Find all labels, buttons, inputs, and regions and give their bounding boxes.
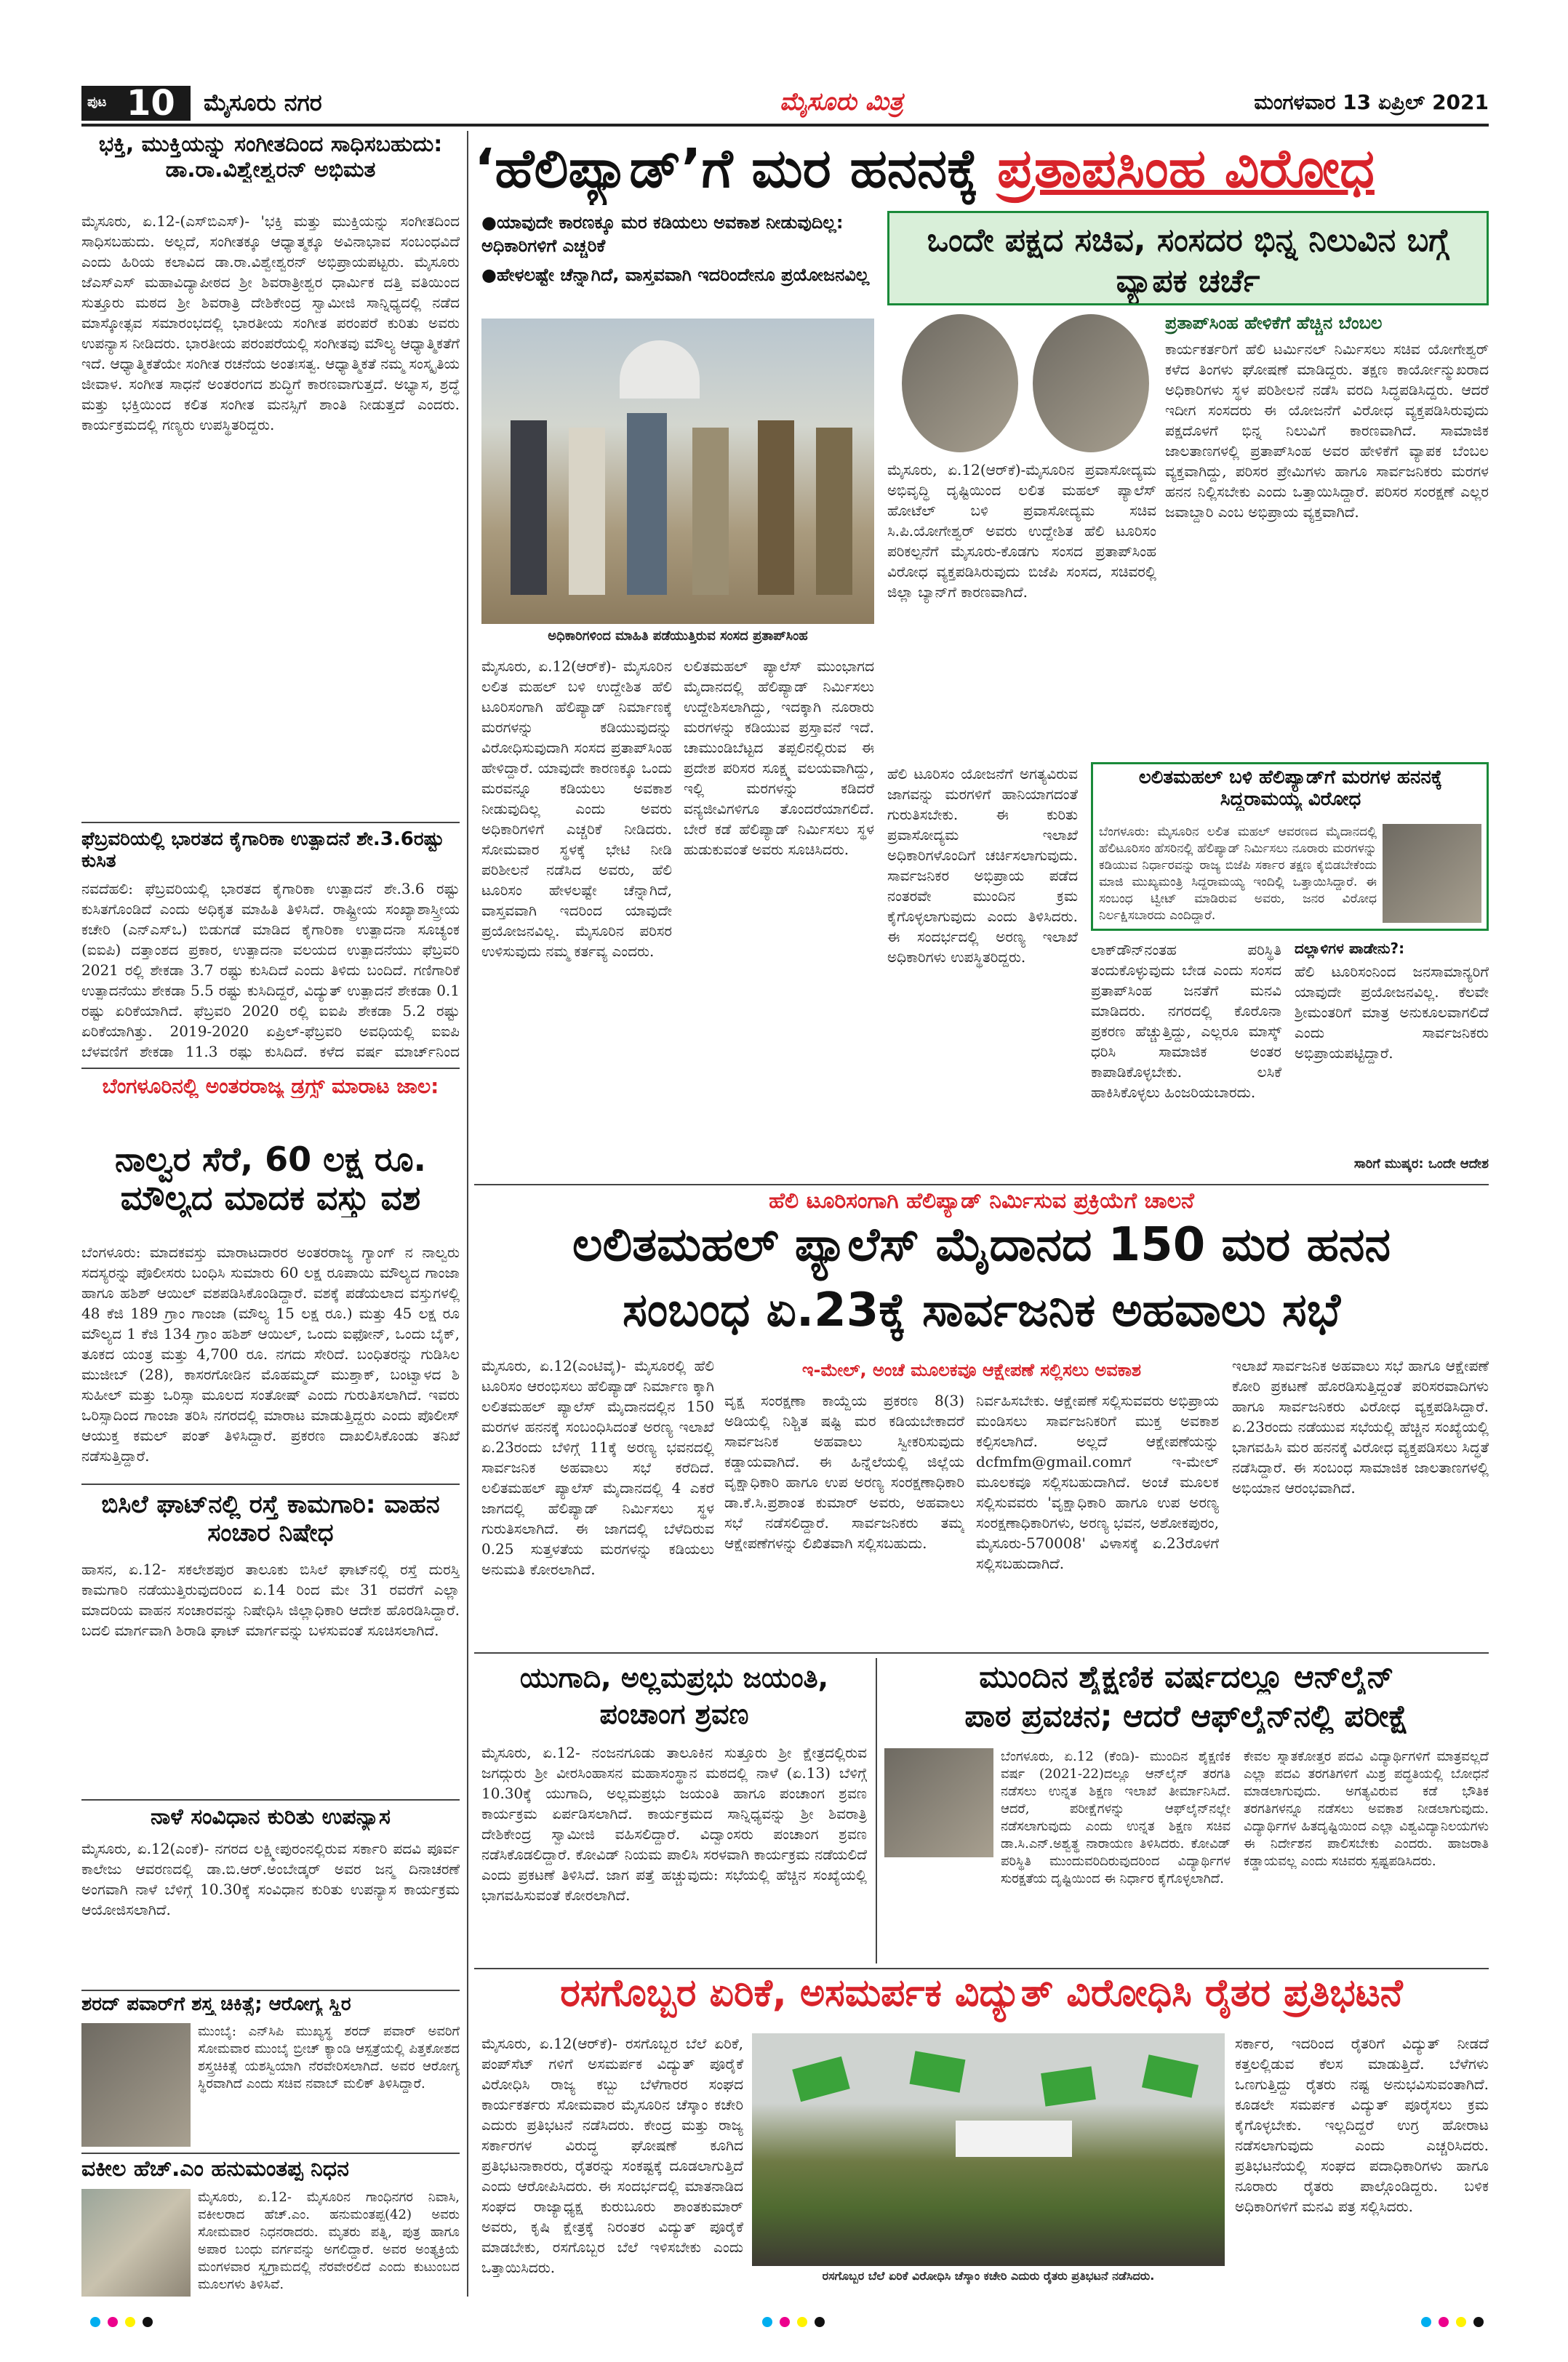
divider	[81, 822, 460, 823]
lead-bullet-2: ●ಹೇಳಲಷ್ಟೇ ಚೆನ್ನಾಗಿದೆ, ವಾಸ್ತವವಾಗಿ ಇದರಿಂದೇನೂ ಪ್ರಯೋಜನವಿಲ್ಲ	[481, 265, 870, 285]
issue-date: ಮಂಗಳವಾರ 13 ಏಪ್ರಿಲ್ 2021	[1254, 90, 1489, 114]
article-obituary-body: ಮೈಸೂರು, ಏ.12- ಮೈಸೂರಿನ ಗಾಂಧಿನಗರ ನಿವಾಸಿ, ವಕೀಲರಾದ ಹೆಚ್.ಎಂ. ಹನುಮಂತಪ್ಪ(42) ಅವರು ಸೋಮವಾರ ನಿಧನರಾದರು. ಮೃತರು ಪತ್ನಿ, ಪುತ್ರ ಹಾಗೂ ಅಪಾರ ಬಂಧು ವರ್ಗವನ್ನು ಅಗಲಿದ್ದಾರೆ. ಅವರ ಅಂತ್ಯಕ್ರಿಯೆ ಮಂಗಳವಾರ ಸ್ವಗ್ರಾಮದಲ್ಲಿ ನೆರವೇರಲಿದೆ ಎಂದು ಕುಟುಂಬದ ಮೂಲಗಳು ತಿಳಿಸಿವೆ.	[198, 2190, 460, 2292]
online-class-headline-1: ಮುಂದಿನ ಶೈಕ್ಷಣಿಕ ವರ್ಷದಲ್ಲೂ ಆನ್‌ಲೈನ್	[979, 1660, 1394, 1694]
dalali-subhead: ದಲ್ಲಾಳಿಗಳ ಪಾಡೇನು?:	[1295, 940, 1405, 957]
divider	[81, 1990, 460, 1991]
yugadi-body: ಮೈಸೂರು, ಏ.12- ನಂಜನಗೂಡು ತಾಲೂಕಿನ ಸುತ್ತೂರು ಶ್ರೀ ಕ್ಷೇತ್ರದಲ್ಲಿರುವ ಜಗದ್ಗುರು ಶ್ರೀ ವೀರಸಿಂಹಾಸನ ಮಹಾಸಂಸ್ಥಾನ ಮಠದಲ್ಲಿ ನಾಳೆ (ಏ.13) ಬೆಳಿಗ್ಗೆ 10.30ಕ್ಕೆ ಯುಗಾದಿ, ಅಲ್ಲಮಪ್ರಭು ಜಯಂತಿ ಹಾಗೂ ಪಂಚಾಂಗ ಶ್ರವಣ ಕಾರ್ಯಕ್ರಮ ಏರ್ಪಡಿಸಲಾಗಿದೆ. ಕಾರ್ಯಕ್ರಮದ ಸಾನ್ನಿಧ್ಯವನ್ನು ಶ್ರೀ ಶಿವರಾತ್ರಿ ದೇಶಿಕೇಂದ್ರ ಸ್ವಾಮೀಜಿ ವಹಿಸಲಿದ್ದಾರೆ. ವಿದ್ವಾಂಸರು ಪಂಚಾಂಗ ಶ್ರವಣ ನಡೆಸಿಕೊಡಲಿದ್ದಾರೆ. ಕೋವಿಡ್ ನಿಯಮ ಪಾಲಿಸಿ ಸರಳವಾಗಿ ಕಾರ್ಯಕ್ರಮ ನಡೆಯಲಿದೆ ಎಂದು ಪ್ರಕಟಣೆ ತಿಳಿಸಿದೆ. ಜಾಗ ಪತ್ತೆ ಹಚ್ಚುವುದು: ಸಭೆಯಲ್ಲಿ ಹೆಚ್ಚಿನ ಸಂಖ್ಯೆಯಲ್ಲಿ ಭಾಗವಹಿಸುವಂತೆ ಕೋರಲಾಗಿದೆ.	[481, 1744, 867, 1904]
hearing-body-col2: ವೃಕ್ಷ ಸಂರಕ್ಷಣಾ ಕಾಯ್ದೆಯ ಪ್ರಕರಣ 8(3) ಅಡಿಯಲ್ಲಿ ನಿಶ್ಚಿತ ಷಷ್ಟಿ ಮರ ಕಡಿಯಬೇಕಾದರೆ ಸಾರ್ವಜನಿಕ ಅಹವಾಲು ಸ್ವೀಕರಿಸುವುದು ಕಡ್ಡಾಯವಾಗಿದೆ. ಈ ಹಿನ್ನೆಲೆಯಲ್ಲಿ ಜಿಲ್ಲೆಯ ವೃಕ್ಷಾಧಿಕಾರಿ ಹಾಗೂ ಉಪ ಅರಣ್ಯ ಸಂರಕ್ಷಣಾಧಿಕಾರಿ ಡಾ.ಕೆ.ಸಿ.ಪ್ರಶಾಂತ ಕುಮಾರ್ ಅವರು, ಅಹವಾಲು ಸಭೆ ನಡೆಸಲಿದ್ದಾರೆ. ಸಾರ್ವಜನಿಕರು ತಮ್ಮ ಆಕ್ಷೇಪಣೆಗಳನ್ನು ಲಿಖಿತವಾಗಿ ಸಲ್ಲಿಸಬಹುದು.	[724, 1392, 964, 1552]
article-bisile-body: ಹಾಸನ, ಏ.12- ಸಕಲೇಶಪುರ ತಾಲೂಕು ಬಿಸಿಲೆ ಘಾಟ್‌ನಲ್ಲಿ ರಸ್ತೆ ದುರಸ್ತಿ ಕಾಮಗಾರಿ ನಡೆಯುತ್ತಿರುವುದರಿಂದ ಏ.14 ರಿಂದ ಮೇ 31 ರವರೆಗೆ ಎಲ್ಲಾ ಮಾದರಿಯ ವಾಹನ ಸಂಚಾರವನ್ನು ನಿಷೇಧಿಸಿ ಜಿಲ್ಲಾಧಿಕಾರಿ ಆದೇಶ ಹೊರಡಿಸಿದ್ದಾರೆ. ಬದಲಿ ಮಾರ್ಗವಾಗಿ ಶಿರಾಡಿ ಘಾಟ್ ಮಾರ್ಗವನ್ನು ಬಳಸುವಂತೆ ಸೂಚಿಸಲಾಗಿದೆ.	[81, 1561, 460, 1639]
pair-box	[887, 211, 1489, 756]
article-drugs-body: ಬೆಂಗಳೂರು: ಮಾದಕವಸ್ತು ಮಾರಾಟದಾರರ ಅಂತರರಾಜ್ಯ ಗ್ಯಾಂಗ್ ನ ನಾಲ್ವರು ಸದಸ್ಯರನ್ನು ಪೊಲೀಸರು ಬಂಧಿಸಿ ಸುಮಾರು 60 ಲಕ್ಷ ರೂಪಾಯಿ ಮೌಲ್ಯದ ಗಾಂಜಾ ಹಾಗೂ ಹಶಿಶ್ ಆಯಿಲ್ ವಶಪಡಿಸಿಕೊಂಡಿದ್ದಾರೆ. ವಶಕ್ಕೆ ಪಡೆಯಲಾದ ವಸ್ತುಗಳಲ್ಲಿ 48 ಕೆಜಿ 189 ಗ್ರಾಂ ಗಾಂಜಾ (ಮೌಲ್ಯ 15 ಲಕ್ಷ ರೂ.) ಮತ್ತು 45 ಲಕ್ಷ ರೂ ಮೌಲ್ಯದ 1 ಕೆಜಿ 134 ಗ್ರಾಂ ಹಶಿಶ್ ಆಯಿಲ್, ಒಂದು ಐಫೋನ್, ಒಂದು ಬೈಕ್, ತೂಕದ ಯಂತ್ರ ಮತ್ತು 4,700 ರೂ. ನಗದು ಸೇರಿದೆ. ಬಂಧಿತರನ್ನು ಗುಡಿಸಿಲ ಮುಜೀಬ್ (28), ಕಾಸರಗೋಡಿನ ಮೊಹಮ್ಮದ್ ಮುಶ್ತಾಕ್, ಬಂಟ್ವಾಳದ ಶಿ ಸುಹೀಲ್ ಮತ್ತು ಒರಿಸ್ಸಾ ಮೂಲದ ಸಂತೋಷ್ ಎಂದು ಗುರುತಿಸಲಾಗಿದೆ. ಇವರು ಒರಿಸ್ಸಾದಿಂದ ಗಾಂಜಾ ತರಿಸಿ ನಗರದಲ್ಲಿ ಮಾರಾಟ ಮಾಡುತ್ತಿದ್ದರು ಎಂದು ಪೊಲೀಸ್ ಆಯುಕ್ತ ಕಮಲ್ ಪಂತ್ ತಿಳಿಸಿದ್ದಾರೆ. ಪ್ರಕರಣ ದಾಖಲಿಸಿಕೊಂಡು ತನಿಖೆ ನಡೆಸುತ್ತಿದ್ದಾರೆ.	[81, 1244, 460, 1465]
registration-dot	[815, 2317, 825, 2327]
pawar-photo	[81, 2023, 191, 2147]
pair-box-headline: ಒಂದೇ ಪಕ್ಷದ ಸಚಿವ, ಸಂಸದರ ಭಿನ್ನ ನಿಲುವಿನ ಬಗ್ಗೆ ವ್ಯಾಪಕ ಚರ್ಚೆ	[887, 211, 1489, 305]
article-music-body: ಮೈಸೂರು, ಏ.12-(ಎಸ್‌ಬಿಎಸ್)- 'ಭಕ್ತಿ ಮತ್ತು ಮುಕ್ತಿಯನ್ನು ಸಂಗೀತದಿಂದ ಸಾಧಿಸಬಹುದು. ಅಲ್ಲದೆ, ಸಂಗೀತಕ್ಕೂ ಆಧ್ಯಾತ್ಮಕ್ಕೂ ಅವಿನಾಭಾವ ಸಂಬಂಧವಿದೆ ಎಂದು ಹಿರಿಯ ಕಲಾವಿದ ಡಾ.ರಾ.ವಿಶ್ವೇಶ್ವರನ್ ಅಭಿಪ್ರಾಯಪಟ್ಟರು. ಮೈಸೂರು ಜೆಎಸ್‌ಎಸ್ ಮಹಾವಿದ್ಯಾಪೀಠದ ಶ್ರೀ ಶಿವರಾತ್ರೀಶ್ವರ ಧಾರ್ಮಿಕ ದತ್ತಿ ವತಿಯಿಂದ ಸುತ್ತೂರು ಮಠದ ಶ್ರೀ ಶಿವರಾತ್ರಿ ದೇಶಿಕೇಂದ್ರ ಸ್ವಾಮೀಜಿ ಸಾನ್ನಿಧ್ಯದಲ್ಲಿ ನಡೆದ ಮಾಸ್ಕೋತ್ಸವ ಸಮಾರಂಭದಲ್ಲಿ ಭಾರತೀಯ ಸಂಗೀತ ಪರಂಪರೆ ಕುರಿತು ಅವರು ಉಪನ್ಯಾಸ ನೀಡಿದರು. ಭಾರತೀಯ ಪರಂಪರೆಯಲ್ಲಿ ಸಂಗೀತವು ಮೌಲ್ಯ ಆಧ್ಯಾತ್ಮಿಕತೆಗೆ ಇದೆ. ಆಧ್ಯಾತ್ಮಿಕತೆಯೇ ಸಂಗೀತ ರಚನೆಯ ಅಂತಃಸತ್ವ. ಆಧ್ಯಾತ್ಮಿಕತೆ ನಮ್ಮ ಸಂಸ್ಕೃತಿಯ ಜೀವಾಳ. ಸಂಗೀತ ಸಾಧನೆ ಅಂತರಂಗದ ಶುದ್ಧಿಗೆ ಕಾರಣವಾಗುತ್ತದೆ. ಅಭ್ಯಾಸ, ಶ್ರದ್ಧೆ ಮತ್ತು ಭಕ್ತಿಯಿಂದ ಕಲಿತ ಸಂಗೀತ ಮನಸ್ಸಿಗೆ ಶಾಂತಿ ನೀಡುತ್ತದೆ ಎಂದರು. ಕಾರ್ಯಕ್ರಮದಲ್ಲಿ ಗಣ್ಯರು ಉಪಸ್ಥಿತರಿದ್ದರು.	[81, 212, 460, 433]
registration-dot	[125, 2317, 135, 2327]
divider	[81, 1799, 460, 1801]
mp-photo	[1033, 314, 1149, 452]
hearing-body-col4: ಇಲಾಖೆ ಸಾರ್ವಜನಿಕ ಅಹವಾಲು ಸಭೆ ಹಾಗೂ ಆಕ್ಷೇಪಣೆ ಕೋರಿ ಪ್ರಕಟಣೆ ಹೊರಡಿಸುತ್ತಿದ್ದಂತೆ ಪರಿಸರವಾದಿಗಳು ಹಾಗೂ ಸಾರ್ವಜನಿಕರು ವಿರೋಧ ವ್ಯಕ್ತಪಡಿಸಿದ್ದಾರೆ. ಏ.23ರಂದು ನಡೆಯುವ ಸಭೆಯಲ್ಲಿ ಹೆಚ್ಚಿನ ಸಂಖ್ಯೆಯಲ್ಲಿ ಭಾಗವಹಿಸಿ ಮರ ಹನನಕ್ಕೆ ವಿರೋಧ ವ್ಯಕ್ತಪಡಿಸಲು ಸಿದ್ಧತೆ ನಡೆಸಿದ್ದಾರೆ. ಈ ಸಂಬಂಧ ಸಾಮಾಜಿಕ ಜಾಲತಾಣಗಳಲ್ಲಿ ಅಭಿಯಾನ ಆರಂಭವಾಗಿದೆ.	[1232, 1357, 1489, 1497]
lead-bullet-1: ●ಯಾವುದೇ ಕಾರಣಕ್ಕೂ ಮರ ಕಡಿಯಲು ಅವಕಾಶ ನೀಡುವುದಿಲ್ಲ: ಅಧಿಕಾರಿಗಳಿಗೆ ಎಚ್ಚರಿಕೆ	[481, 212, 844, 256]
pair-box-left-body: ಮೈಸೂರು, ಏ.12(ಆರ್‌ಕೆ)-ಮೈಸೂರಿನ ಪ್ರವಾಸೋದ್ಯಮ ಅಭಿವೃದ್ಧಿ ದೃಷ್ಟಿಯಿಂದ ಲಲಿತ ಮಹಲ್ ಪ್ಯಾಲೆಸ್ ಹೋಟೆಲ್ ಬಳಿ ಪ್ರವಾಸೋದ್ಯಮ ಸಚಿವ ಸಿ.ಪಿ.ಯೋಗೇಶ್ವರ್ ಅವರು ಉದ್ದೇಶಿತ ಹೆಲಿ ಟೂರಿಸಂ ಪರಿಕಲ್ಪನೆಗೆ ಮೈಸೂರು-ಕೊಡಗು ಸಂಸದ ಪ್ರತಾಪ್‌ಸಿಂಹ ವಿರೋಧ ವ್ಯಕ್ತಪಡಿಸಿರುವುದು ಬಿಜೆಪಿ ಸಂಸದ, ಸಚಿವರಲ್ಲಿ ಜಿಲ್ಲಾ ಬ್ಯಾನ್‌ಗೆ ಕಾರಣವಾಗಿದೆ.	[887, 461, 1156, 601]
siddaramaiah-headline: ಲಲಿತಮಹಲ್ ಬಳಿ ಹೆಲಿಪ್ಯಾಡ್‌ಗೆ ಮರಗಳ ಹನನಕ್ಕೆ ಸಿದ್ದರಾಮಯ್ಯ ವಿರೋಧ	[1138, 767, 1443, 810]
registration-dot	[108, 2317, 118, 2327]
article-drugs-kicker: ಬೆಂಗಳೂರಿನಲ್ಲಿ ಅಂತರರಾಜ್ಯ ಡ್ರಗ್ಸ್ ಮಾರಾಟ ಜಾಲ:	[102, 1075, 439, 1098]
online-class-body-2: ಕೇವಲ ಸ್ನಾತಕೋತ್ತರ ಪದವಿ ವಿದ್ಯಾರ್ಥಿಗಳಿಗೆ ಮಾತ್ರವಲ್ಲದೆ ಎಲ್ಲಾ ಪದವಿ ತರಗತಿಗಳಿಗೆ ಮಿಶ್ರ ಪದ್ಧತಿಯಲ್ಲಿ ಬೋಧನೆ ಮಾಡಲಾಗುವುದು. ಅಗತ್ಯವಿರುವ ಕಡೆ ಭೌತಿಕ ತರಗತಿಗಳನ್ನೂ ನಡೆಸಲು ಅವಕಾಶ ನೀಡಲಾಗುವುದು. ವಿದ್ಯಾರ್ಥಿಗಳ ಹಿತದೃಷ್ಟಿಯಿಂದ ಎಲ್ಲಾ ವಿಶ್ವವಿದ್ಯಾನಿಲಯಗಳು ಈ ನಿರ್ದೇಶನ ಪಾಲಿಸಬೇಕು ಎಂದರು. ಹಾಜರಾತಿ ಕಡ್ಡಾಯವಲ್ಲ ಎಂದು ಸಚಿವರು ಸ್ಪಷ್ಟಪಡಿಸಿದರು.	[1244, 1749, 1489, 1869]
page-number-badge	[81, 83, 191, 124]
registration-dot	[143, 2317, 153, 2327]
lead-body-col1: ಮೈಸೂರು, ಏ.12(ಆರ್‌ಕೆ)- ಮೈಸೂರಿನ ಲಲಿತ ಮಹಲ್ ಬಳಿ ಉದ್ದೇಶಿತ ಹೆಲಿ ಟೂರಿಸಂಗಾಗಿ ಹೆಲಿಪ್ಯಾಡ್ ನಿರ್ಮಾಣಕ್ಕೆ ಮರಗಳನ್ನು ಕಡಿಯುವುದನ್ನು ವಿರೋಧಿಸುವುದಾಗಿ ಸಂಸದ ಪ್ರತಾಪ್‌ಸಿಂಹ ಹೇಳಿದ್ದಾರೆ. ಯಾವುದೇ ಕಾರಣಕ್ಕೂ ಒಂದು ಮರವನ್ನೂ ಕಡಿಯಲು ಅವಕಾಶ ನೀಡುವುದಿಲ್ಲ ಎಂದು ಅವರು ಅಧಿಕಾರಿಗಳಿಗೆ ಎಚ್ಚರಿಕೆ ನೀಡಿದರು. ಸೋಮವಾರ ಸ್ಥಳಕ್ಕೆ ಭೇಟಿ ನೀಡಿ ಪರಿಶೀಲನೆ ನಡೆಸಿದ ಅವರು, ಹೆಲಿ ಟೂರಿಸಂ ಹೇಳಲಷ್ಟೇ ಚೆನ್ನಾಗಿದೆ, ವಾಸ್ತವವಾಗಿ ಇದರಿಂದ ಯಾವುದೇ ಪ್ರಯೋಜನವಿಲ್ಲ. ಮೈಸೂರಿನ ಪರಿಸರ ಉಳಿಸುವುದು ನಮ್ಮ ಕರ್ತವ್ಯ ಎಂದರು.	[481, 657, 672, 960]
farmers-photo-caption: ರಸಗೊಬ್ಬರ ಬೆಲೆ ಏರಿಕೆ ವಿರೋಧಿಸಿ ಚೆಸ್ಕಾಂ ಕಚೇರಿ ಎದುರು ರೈತರು ಪ್ರತಿಭಟನೆ ನಡೆಸಿದರು.	[822, 2269, 1155, 2283]
divider	[474, 1184, 1489, 1185]
minister-ashwath-photo	[884, 1748, 993, 1857]
divider	[81, 1068, 460, 1069]
page-label: ಪುಟ	[87, 95, 107, 110]
lead-photo-caption: ಅಧಿಕಾರಿಗಳಿಂದ ಮಾಹಿತಿ ಪಡೆಯುತ್ತಿರುವ ಸಂಸದ ಪ್ರತಾಪ್‌ಸಿಂಹ	[548, 628, 808, 644]
article-constitution-body: ಮೈಸೂರು, ಏ.12(ಎಂಕೆ)- ನಗರದ ಲಕ್ಷ್ಮೀಪುರಂನಲ್ಲಿರುವ ಸರ್ಕಾರಿ ಪದವಿ ಪೂರ್ವ ಕಾಲೇಜು ಆವರಣದಲ್ಲಿ ಡಾ.ಬಿ.ಆರ್.ಅಂಬೇಡ್ಕರ್ ಅವರ ಜನ್ಮ ದಿನಾಚರಣೆ ಅಂಗವಾಗಿ ನಾಳೆ ಬೆಳಿಗ್ಗೆ 10.30ಕ್ಕೆ ಸಂವಿಧಾನ ಕುರಿತು ಉಪನ್ಯಾಸ ಕಾರ್ಯಕ್ರಮ ಆಯೋಜಿಸಲಾಗಿದೆ.	[81, 1840, 460, 1918]
yugadi-headline: ಯುಗಾದಿ, ಅಲ್ಲಮಪ್ರಭು ಜಯಂತಿ, ಪಂಚಾಂಗ ಶ್ರವಣ	[519, 1662, 829, 1730]
divider	[81, 2153, 460, 2154]
column-divider	[467, 131, 468, 2297]
farmers-headline: ರಸಗೊಬ್ಬರ ಏರಿಕೆ, ಅಸಮರ್ಪಕ ವಿದ್ಯುತ್ ವಿರೋಧಿಸಿ ರೈತರ ಪ್ರತಿಭಟನೆ	[560, 1972, 1403, 2015]
divider	[474, 1968, 1489, 1969]
lead-headline-part1: ‘ಹೆಲಿಪ್ಯಾಡ್’ಗೆ ಮರ ಹನನಕ್ಕೆ	[474, 137, 998, 200]
pair-box-right-body: ಕಾರ್ಯಕರ್ತರಿಗೆ ಹೆಲಿ ಟರ್ಮಿನಲ್ ನಿರ್ಮಿಸಲು ಸಚಿವ ಯೋಗೇಶ್ವರ್ ಕಳೆದ ತಿಂಗಳು ಘೋಷಣೆ ಮಾಡಿದ್ದರು. ತಕ್ಷಣ ಕಾರ್ಯೋನ್ಮುಖರಾದ ಅಧಿಕಾರಿಗಳು ಸ್ಥಳ ಪರಿಶೀಲನೆ ನಡೆಸಿ ವರದಿ ಸಿದ್ಧಪಡಿಸಿದ್ದರು. ಆದರೆ ಇದೀಗ ಸಂಸದರು ಈ ಯೋಜನೆಗೆ ವಿರೋಧ ವ್ಯಕ್ತಪಡಿಸಿರುವುದು ಪಕ್ಷದೊಳಗೆ ಭಿನ್ನ ನಿಲುವಿಗೆ ಕಾರಣವಾಗಿದೆ. ಸಾಮಾಜಿಕ ಜಾಲತಾಣಗಳಲ್ಲಿ ಪ್ರತಾಪ್‌ಸಿಂಹ ಅವರ ಹೇಳಿಕೆಗೆ ವ್ಯಾಪಕ ಬೆಂಬಲ ವ್ಯಕ್ತವಾಗಿದ್ದು, ಪರಿಸರ ಪ್ರೇಮಿಗಳು ಹಾಗೂ ಸಾರ್ವಜನಿಕರು ಮರಗಳ ಹನನ ನಿಲ್ಲಿಸಬೇಕು ಎಂದು ಒತ್ತಾಯಿಸಿದ್ದಾರೆ. ಪರಿಸರ ಸಂರಕ್ಷಣೆ ಎಲ್ಲರ ಜವಾಬ್ದಾರಿ ಎಂಬ ಅಭಿಪ್ರಾಯ ವ್ಯಕ್ತವಾಗಿದೆ.	[1165, 340, 1489, 521]
article-drugs-headline: ನಾಲ್ವರ ಸೆರೆ, 60 ಲಕ್ಷ ರೂ. ಮೌಲ್ಯದ ಮಾದಕ ವಸ್ತು ವಶ	[114, 1140, 427, 1217]
column-divider	[876, 1658, 877, 1963]
obituary-photo	[81, 2189, 191, 2297]
siddaramaiah-box	[1091, 762, 1489, 931]
hearing-headline-line1: ಲಲಿತಮಹಲ್ ಪ್ಯಾಲೆಸ್ ಮೈದಾನದ 150 ಮರ ಹನನ	[572, 1219, 1391, 1272]
hearing-kicker: ಹೆಲಿ ಟೂರಿಸಂಗಾಗಿ ಹೆಲಿಪ್ಯಾಡ್ ನಿರ್ಮಿಸುವ ಪ್ರಕ್ರಿಯೆಗೆ ಚಾಲನೆ	[769, 1188, 1194, 1214]
farmers-body-1: ಮೈಸೂರು, ಏ.12(ಆರ್‌ಕೆ)- ರಸಗೊಬ್ಬರ ಬೆಲೆ ಏರಿಕೆ, ಪಂಪ್‌ಸೆಟ್ ಗಳಿಗೆ ಅಸಮರ್ಪಕ ವಿದ್ಯುತ್ ಪೂರೈಕೆ ವಿರೋಧಿಸಿ ರಾಜ್ಯ ಕಬ್ಬು ಬೆಳೆಗಾರರ ಸಂಘದ ಕಾರ್ಯಕರ್ತರು ಸೋಮವಾರ ಮೈಸೂರಿನ ಚೆಸ್ಕಾಂ ಕಚೇರಿ ಎದುರು ಪ್ರತಿಭಟನೆ ನಡೆಸಿದರು. ಕೇಂದ್ರ ಮತ್ತು ರಾಜ್ಯ ಸರ್ಕಾರಗಳ ವಿರುದ್ಧ ಘೋಷಣೆ ಕೂಗಿದ ಪ್ರತಿಭಟನಾಕಾರರು, ರೈತರನ್ನು ಸಂಕಷ್ಟಕ್ಕೆ ದೂಡಲಾಗುತ್ತಿದೆ ಎಂದು ಆರೋಪಿಸಿದರು. ಈ ಸಂದರ್ಭದಲ್ಲಿ ಮಾತನಾಡಿದ ಸಂಘದ ರಾಜ್ಯಾಧ್ಯಕ್ಷ ಕುರುಬೂರು ಶಾಂತಕುಮಾರ್ ಅವರು, ಕೃಷಿ ಕ್ಷೇತ್ರಕ್ಕೆ ನಿರಂತರ ವಿದ್ಯುತ್ ಪೂರೈಕೆ ಮಾಡಬೇಕು, ರಸಗೊಬ್ಬರ ಬೆಲೆ ಇಳಿಸಬೇಕು ಎಂದು ಒತ್ತಾಯಿಸಿದರು.	[481, 2035, 743, 2276]
lead-headline	[474, 132, 1489, 205]
siddaramaiah-photo	[1383, 824, 1481, 923]
article-bisile-headline: ಬಿಸಿಲೆ ಘಾಟ್‌ನಲ್ಲಿ ರಸ್ತೆ ಕಾಮಗಾರಿ: ವಾಹನ ಸಂಚಾರ ನಿಷೇಧ	[101, 1491, 440, 1548]
farmers-photo	[752, 2033, 1225, 2266]
online-class-body-1: ಬೆಂಗಳೂರು, ಏ.12 (ಕೆಂಡಿ)- ಮುಂದಿನ ಶೈಕ್ಷಣಿಕ ವರ್ಷ (2021-22)ದಲ್ಲೂ ಆನ್‌ಲೈನ್ ತರಗತಿ ನಡೆಸಲು ಉನ್ನತ ಶಿಕ್ಷಣ ಇಲಾಖೆ ತೀರ್ಮಾನಿಸಿದೆ. ಆದರೆ, ಪರೀಕ್ಷೆಗಳನ್ನು ಆಫ್‌ಲೈನ್‌ನಲ್ಲೇ ನಡೆಸಲಾಗುವುದು ಎಂದು ಉನ್ನತ ಶಿಕ್ಷಣ ಸಚಿವ ಡಾ.ಸಿ.ಎನ್.ಅಶ್ವತ್ಥ ನಾರಾಯಣ ತಿಳಿಸಿದರು. ಕೋವಿಡ್ ಪರಿಸ್ಥಿತಿ ಮುಂದುವರಿದಿರುವುದರಿಂದ ವಿದ್ಯಾರ್ಥಿಗಳ ಸುರಕ್ಷತೆಯ ದೃಷ್ಟಿಯಿಂದ ಈ ನಿರ್ಧಾರ ಕೈಗೊಳ್ಳಲಾಗಿದೆ.	[1001, 1749, 1231, 1886]
paper-name: ಮೈಸೂರು ಮಿತ್ರ	[780, 87, 903, 116]
registration-dot	[762, 2317, 772, 2327]
header-rule	[81, 124, 1489, 127]
article-obituary-headline: ವಕೀಲ ಹೆಚ್.ಎಂ ಹನುಮಂತಪ್ಪ ನಿಧನ	[81, 2157, 349, 2182]
siddaramaiah-body: ಬೆಂಗಳೂರು: ಮೈಸೂರಿನ ಲಲಿತ ಮಹಲ್ ಆವರಣದ ಮೈದಾನದಲ್ಲಿ ಹೆಲಿಟೂರಿಸಂ ಹೆಸರಿನಲ್ಲಿ ಹೆಲಿಪ್ಯಾಡ್ ನಿರ್ಮಿಸಲು ನೂರಾರು ಮರಗಳನ್ನು ಕಡಿಯುವ ನಿರ್ಧಾರವನ್ನು ರಾಜ್ಯ ಬಿಜೆಪಿ ಸರ್ಕಾರ ತಕ್ಷಣ ಕೈಬಿಡಬೇಕೆಂದು ಮಾಜಿ ಮುಖ್ಯಮಂತ್ರಿ ಸಿದ್ದರಾಮಯ್ಯ ಇಂದಿಲ್ಲಿ ಒತ್ತಾಯಿಸಿದ್ದಾರೆ. ಈ ಸಂಬಂಧ ಟ್ವೀಟ್ ಮಾಡಿರುವ ಅವರು, ಜನರ ವಿರೋಧ ನಿರ್ಲಕ್ಷಿಸಬಾರದು ಎಂದಿದ್ದಾರೆ.	[1099, 825, 1377, 923]
hearing-headline-line2: ಸಂಬಂಧ ಏ.23ಕ್ಕೆ ಸಾರ್ವಜನಿಕ ಅಹವಾಲು ಸಭೆ	[622, 1284, 1341, 1337]
registration-dot	[1421, 2317, 1431, 2327]
hearing-body-col1: ಮೈಸೂರು, ಏ.12(ಎಂಟಿವೈ)- ಮೈಸೂರಲ್ಲಿ ಹೆಲಿ ಟೂರಿಸಂ ಆರಂಭಿಸಲು ಹೆಲಿಪ್ಯಾಡ್ ನಿರ್ಮಾಣ ಕ್ಕಾಗಿ ಲಲಿತಮಹಲ್ ಪ್ಯಾಲೆಸ್ ಮೈದಾನದಲ್ಲಿನ 150 ಮರಗಳ ಹನನಕ್ಕೆ ಸಂಬಂಧಿಸಿದಂತೆ ಅರಣ್ಯ ಇಲಾಖೆ ಏ.23ರಂದು ಬೆಳಿಗ್ಗೆ 11ಕ್ಕೆ ಅರಣ್ಯ ಭವನದಲ್ಲಿ ಸಾರ್ವಜನಿಕ ಅಹವಾಲು ಸಭೆ ಕರೆದಿದೆ. ಲಲಿತಮಹಲ್ ಪ್ಯಾಲೆಸ್ ಮೈದಾನದಲ್ಲಿ 4 ಎಕರೆ ಜಾಗದಲ್ಲಿ ಹೆಲಿಪ್ಯಾಡ್ ನಿರ್ಮಿಸಲು ಸ್ಥಳ ಗುರುತಿಸಲಾಗಿದೆ. ಈ ಜಾಗದಲ್ಲಿ ಬೆಳೆದಿರುವ 0.25 ಸುತ್ತಳತೆಯ ಮರಗಳನ್ನು ಕಡಿಯಲು ಅನುಮತಿ ಕೋರಲಾಗಿದೆ.	[481, 1357, 714, 1578]
minister-photo	[902, 314, 1018, 452]
registration-dot	[1473, 2317, 1484, 2327]
registration-dot	[780, 2317, 790, 2327]
article-music-headline: ಭಕ್ತಿ, ಮುಕ್ತಿಯನ್ನು ಸಂಗೀತದಿಂದ ಸಾಧಿಸಬಹುದು: ಡಾ.ರಾ.ವಿಶ್ವೇಶ್ವರನ್ ಅಭಿಮತ	[98, 132, 443, 183]
registration-dot	[90, 2317, 100, 2327]
registration-dot	[797, 2317, 807, 2327]
lead-photo	[481, 319, 874, 624]
page-number: 10	[127, 83, 175, 124]
dalali-col: ಹೆಲಿ ಟೂರಿಸಂನಿಂದ ಜನಸಾಮಾನ್ಯರಿಗೆ ಯಾವುದೇ ಪ್ರಯೋಜನವಿಲ್ಲ. ಕೆಲವೇ ಶ್ರೀಮಂತರಿಗೆ ಮಾತ್ರ ಅನುಕೂಲವಾಗಲಿದೆ ಎಂದು ಸಾರ್ವಜನಿಕರು ಅಭಿಪ್ರಾಯಪಟ್ಟಿದ್ದಾರೆ.	[1295, 963, 1489, 1062]
article-pawar-body: ಮುಂಬೈ: ಎನ್‌ಸಿಪಿ ಮುಖ್ಯಸ್ಥ ಶರದ್ ಪವಾರ್ ಅವರಿಗೆ ಸೋಮವಾರ ಮುಂಬೈ ಬ್ರೀಚ್ ಕ್ಯಾಂಡಿ ಆಸ್ಪತ್ರೆಯಲ್ಲಿ ಪಿತ್ತಕೋಶದ ಶಸ್ತ್ರಚಿಕಿತ್ಸೆ ಯಶಸ್ವಿಯಾಗಿ ನೆರವೇರಿಸಲಾಗಿದೆ. ಅವರ ಆರೋಗ್ಯ ಸ್ಥಿರವಾಗಿದೆ ಎಂದು ಸಚಿವ ನವಾಬ್ ಮಲಿಕ್ ತಿಳಿಸಿದ್ದಾರೆ.	[198, 2024, 460, 2091]
article-iip-headline: ಫೆಬ್ರವರಿಯಲ್ಲಿ ಭಾರತದ ಕೈಗಾರಿಕಾ ಉತ್ಪಾದನೆ ಶೇ.3.6ರಷ್ಟು ಕುಸಿತ	[81, 829, 444, 872]
farmers-body-2: ಸರ್ಕಾರ, ಇದರಿಂದ ರೈತರಿಗೆ ವಿದ್ಯುತ್ ನೀಡದೆ ಕತ್ತಲಲ್ಲಿಡುವ ಕೆಲಸ ಮಾಡುತ್ತಿದೆ. ಬೆಳೆಗಳು ಒಣಗುತ್ತಿದ್ದು ರೈತರು ನಷ್ಟ ಅನುಭವಿಸುವಂತಾಗಿದೆ. ಕೂಡಲೇ ಸಮರ್ಪಕ ವಿದ್ಯುತ್ ಪೂರೈಸಲು ಕ್ರಮ ಕೈಗೊಳ್ಳಬೇಕು. ಇಲ್ಲದಿದ್ದರೆ ಉಗ್ರ ಹೋರಾಟ ನಡೆಸಲಾಗುವುದು ಎಂದು ಎಚ್ಚರಿಸಿದರು. ಪ್ರತಿಭಟನೆಯಲ್ಲಿ ಸಂಘದ ಪದಾಧಿಕಾರಿಗಳು ಹಾಗೂ ನೂರಾರು ರೈತರು ಪಾಲ್ಗೊಂಡಿದ್ದರು. ಬಳಿಕ ಅಧಿಕಾರಿಗಳಿಗೆ ಮನವಿ ಪತ್ರ ಸಲ್ಲಿಸಿದರು.	[1235, 2035, 1489, 2215]
hearing-body-col3: ನಿರ್ವಹಿಸಬೇಕು. ಆಕ್ಷೇಪಣೆ ಸಲ್ಲಿಸುವವರು ಅಭಿಪ್ರಾಯ ಮಂಡಿಸಲು ಸಾರ್ವಜನಿಕರಿಗೆ ಮುಕ್ತ ಅವಕಾಶ ಕಲ್ಪಿಸಲಾಗಿದೆ. ಅಲ್ಲದೆ ಆಕ್ಷೇಪಣೆಯನ್ನು dcfmfm@gmail.comಗೆ ಇ-ಮೇಲ್ ಮೂಲಕವೂ ಸಲ್ಲಿಸಬಹುದಾಗಿದೆ. ಅಂಚೆ ಮೂಲಕ ಸಲ್ಲಿಸುವವರು 'ವೃಕ್ಷಾಧಿಕಾರಿ ಹಾಗೂ ಉಪ ಅರಣ್ಯ ಸಂರಕ್ಷಣಾಧಿಕಾರಿಗಳು, ಅರಣ್ಯ ಭವನ, ಅಶೋಕಪುರಂ, ಮೈಸೂರು-570008' ವಿಳಾಸಕ್ಕೆ ಏ.23ರೊಳಗೆ ಸಲ್ಲಿಸಬಹುದಾಗಿದೆ.	[976, 1392, 1219, 1572]
article-constitution-headline: ನಾಳೆ ಸಂವಿಧಾನ ಕುರಿತು ಉಪನ್ಯಾಸ	[151, 1805, 391, 1830]
page-header	[81, 83, 1489, 124]
article-pawar-headline: ಶರದ್ ಪವಾರ್‌ಗೆ ಶಸ್ತ್ರ ಚಿಕಿತ್ಸೆ; ಆರೋಗ್ಯ ಸ್ಥಿರ	[81, 1994, 351, 2015]
divider	[474, 1652, 1489, 1654]
online-class-headline-2: ಪಾಠ ಪ್ರವಚನ; ಆದರೆ ಆಫ್‌ಲೈನ್‌ನಲ್ಲಿ ಪರೀಕ್ಷೆ	[964, 1699, 1409, 1734]
registration-dot	[1439, 2317, 1449, 2327]
pair-box-subhead: ಪ್ರತಾಪ್‌ಸಿಂಹ ಹೇಳಿಕೆಗೆ ಹೆಚ್ಚಿನ ಬೆಂಬಲ	[1165, 313, 1383, 333]
lead-headline-part2: ಪ್ರತಾಪಸಿಂಹ ವಿರೋಧ	[997, 137, 1375, 200]
divider	[81, 1484, 460, 1485]
lead-body-col3: ಹೆಲಿ ಟೂರಿಸಂ ಯೋಜನೆಗೆ ಅಗತ್ಯವಿರುವ ಜಾಗವನ್ನು ಮರಗಳಿಗೆ ಹಾನಿಯಾಗದಂತೆ ಗುರುತಿಸಬೇಕು. ಈ ಕುರಿತು ಪ್ರವಾಸೋದ್ಯಮ ಇಲಾಖೆ ಅಧಿಕಾರಿಗಳೊಂದಿಗೆ ಚರ್ಚಿಸಲಾಗುವುದು. ಸಾರ್ವಜನಿಕರ ಅಭಿಪ್ರಾಯ ಪಡೆದ ನಂತರವೇ ಮುಂದಿನ ಕ್ರಮ ಕೈಗೊಳ್ಳಲಾಗುವುದು ಎಂದು ತಿಳಿಸಿದರು. ಈ ಸಂದರ್ಭದಲ್ಲಿ ಅರಣ್ಯ ಇಲಾಖೆ ಅಧಿಕಾರಿಗಳು ಉಪಸ್ಥಿತರಿದ್ದರು.	[887, 765, 1078, 966]
article-iip-body: ನವದೆಹಲಿ: ಫೆಬ್ರವರಿಯಲ್ಲಿ ಭಾರತದ ಕೈಗಾರಿಕಾ ಉತ್ಪಾದನೆ ಶೇ.3.6 ರಷ್ಟು ಕುಸಿತಗೊಂಡಿದೆ ಎಂದು ಅಧಿಕೃತ ಮಾಹಿತಿ ತಿಳಿಸಿದೆ. ರಾಷ್ಟ್ರೀಯ ಸಂಖ್ಯಾಶಾಸ್ತ್ರೀಯ ಕಚೇರಿ (ಎನ್‌ಎಸ್‌ಒ) ಬಿಡುಗಡೆ ಮಾಡಿದ ಕೈಗಾರಿಕಾ ಉತ್ಪಾದನಾ ಸೂಚ್ಯಂಕ (ಐಐಪಿ) ದತ್ತಾಂಶದ ಪ್ರಕಾರ, ಉತ್ಪಾದನಾ ವಲಯದ ಉತ್ಪಾದನೆಯು ಫೆಬ್ರವರಿ 2021 ರಲ್ಲಿ ಶೇಕಡಾ 3.7 ರಷ್ಟು ಕುಸಿದಿದೆ ಎಂದು ತಿಳಿದು ಬಂದಿದೆ. ಗಣಿಗಾರಿಕೆ ಉತ್ಪಾದನೆಯು ಶೇಕಡಾ 5.5 ರಷ್ಟು ಕುಸಿದಿದ್ದರೆ, ವಿದ್ಯುತ್ ಉತ್ಪಾದನೆ ಶೇಕಡಾ 0.1 ರಷ್ಟು ಏರಿಕೆಯಾಗಿದೆ. ಫೆಬ್ರವರಿ 2020 ರಲ್ಲಿ ಐಐಪಿ ಶೇಕಡಾ 5.2 ರಷ್ಟು ಏರಿಕೆಯಾಗಿತ್ತು. 2019-2020 ಏಪ್ರಿಲ್-ಫೆಬ್ರವರಿ ಅವಧಿಯಲ್ಲಿ ಐಐಪಿ ಬೆಳವಣಿಗೆ ಶೇಕಡಾ 11.3 ರಷ್ಟು ಕುಸಿದಿದೆ. ಕಳೆದ ವರ್ಷ ಮಾರ್ಚ್‌ನಿಂದ	[81, 880, 460, 1060]
left-column	[81, 129, 460, 2297]
section-title: ಮೈಸೂರು ನಗರ	[204, 89, 322, 116]
lockdown-col: ಲಾಕ್‌ಡೌನ್‌ನಂತಹ ಪರಿಸ್ಥಿತಿ ತಂದುಕೊಳ್ಳುವುದು ಬೇಡ ಎಂದು ಸಂಸದ ಪ್ರತಾಪ್‌ಸಿಂಹ ಜನತೆಗೆ ಮನವಿ ಮಾಡಿದರು. ನಗರದಲ್ಲಿ ಕೊರೊನಾ ಪ್ರಕರಣ ಹೆಚ್ಚುತ್ತಿದ್ದು, ಎಲ್ಲರೂ ಮಾಸ್ಕ್ ಧರಿಸಿ ಸಾಮಾಜಿಕ ಅಂತರ ಕಾಪಾಡಿಕೊಳ್ಳಬೇಕು. ಲಸಿಕೆ ಹಾಕಿಸಿಕೊಳ್ಳಲು ಹಿಂಜರಿಯಬಾರದು.	[1091, 941, 1281, 1101]
lead-body-col2: ಲಲಿತಮಹಲ್ ಪ್ಯಾಲೆಸ್ ಮುಂಭಾಗದ ಮೈದಾನದಲ್ಲಿ ಹೆಲಿಪ್ಯಾಡ್ ನಿರ್ಮಿಸಲು ಉದ್ದೇಶಿಸಲಾಗಿದ್ದು, ಇದಕ್ಕಾಗಿ ನೂರಾರು ಮರಗಳನ್ನು ಕಡಿಯುವ ಪ್ರಸ್ತಾವನೆ ಇದೆ. ಚಾಮುಂಡಿಬೆಟ್ಟದ ತಪ್ಪಲಿನಲ್ಲಿರುವ ಈ ಪ್ರದೇಶ ಪರಿಸರ ಸೂಕ್ಷ್ಮ ವಲಯವಾಗಿದ್ದು, ಇಲ್ಲಿ ಮರಗಳನ್ನು ಕಡಿದರೆ ವನ್ಯಜೀವಿಗಳಿಗೂ ತೊಂದರೆಯಾಗಲಿದೆ. ಬೇರೆ ಕಡೆ ಹೆಲಿಪ್ಯಾಡ್ ನಿರ್ಮಿಸಲು ಸ್ಥಳ ಹುಡುಕುವಂತೆ ಅವರು ಸೂಚಿಸಿದರು.	[684, 657, 874, 858]
hearing-sub-banner: ಇ-ಮೇಲ್, ಅಂಚೆ ಮೂಲಕವೂ ಆಕ್ಷೇಪಣೆ ಸಲ್ಲಿಸಲು ಅವಕಾಶ	[724, 1356, 1219, 1385]
registration-dot	[1456, 2317, 1466, 2327]
strike-caption: ಸಾರಿಗೆ ಮುಷ್ಕರ: ಒಂದೇ ಆದೇಶ	[1353, 1156, 1489, 1172]
